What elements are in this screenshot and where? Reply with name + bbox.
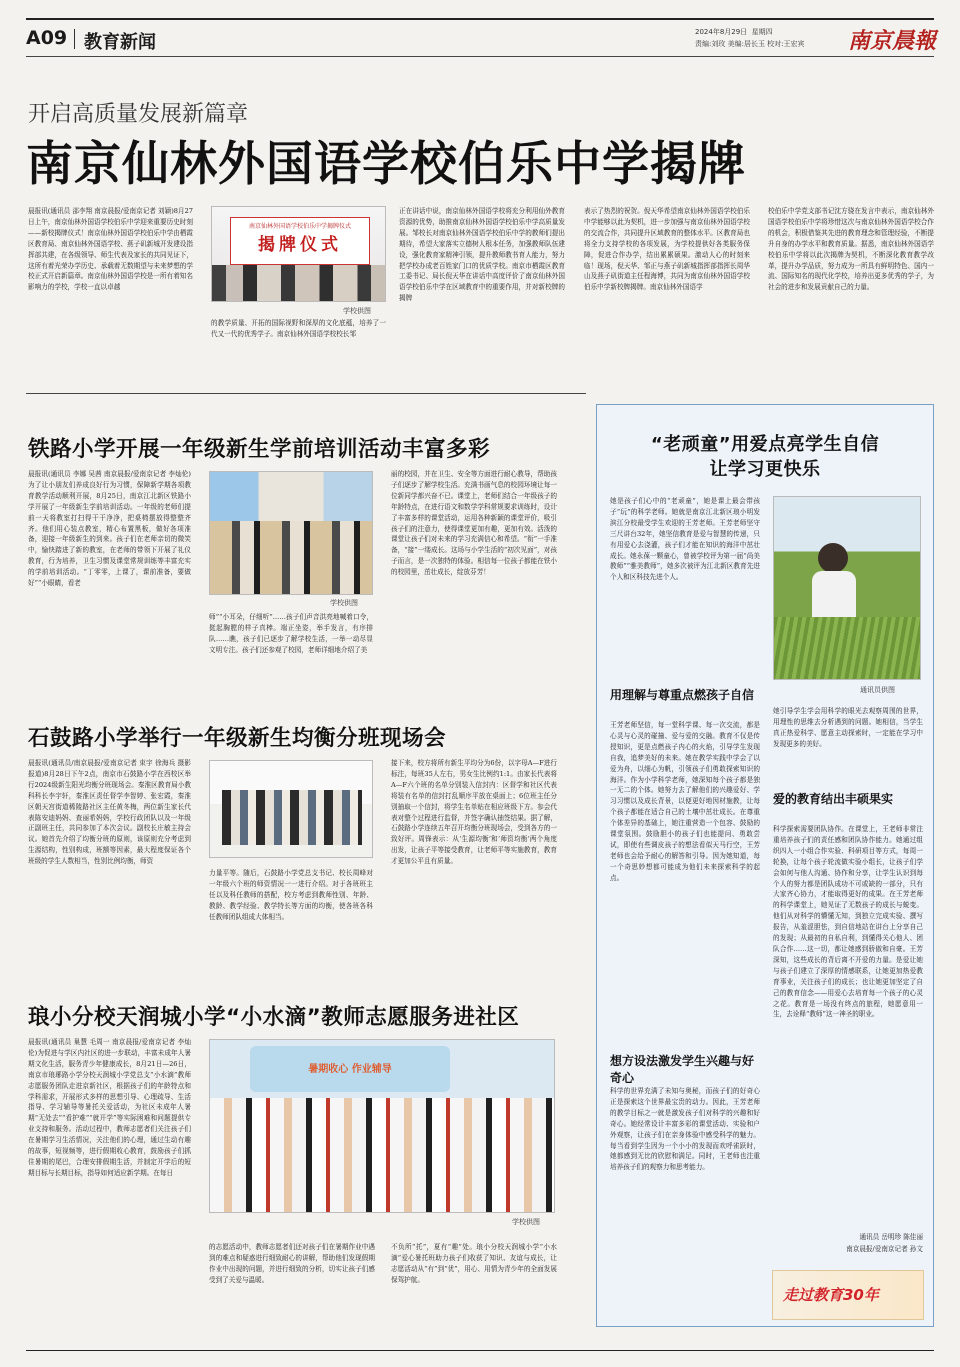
lead-bottom-rule bbox=[26, 393, 586, 394]
sidebar-title-line2: 让学习更快乐 bbox=[709, 459, 821, 480]
lead-kicker: 开启高质量发展新篇章 bbox=[28, 102, 249, 127]
sidebar-section-3: 科学探索需要团队协作。在课堂上，王老师非常注重培养孩子们的责任感和团队协作能力。她通过组织四人一小组合作实验、科研项目等方式，每周一轮换，让每个孩子轮流做实验小组长，让孩子们学会如何与他人沟通、协作和分享，让学生认识到每个人的努力都是团队成功不可或缺的一部分，只有大家齐心协力，才能取得更好的成果。在王芳老师的科学课堂上，她见证了无数孩子的成长与蜕变。他们从对科学的懵懂无知，到独立完成实验、撰写报告，从羞涩胆怯，到自信地站在讲台上分享自己的发现；从最初的自私自利，到懂得关心他人、团队合作……这一切，都让她感到骄傲和自豪。王芳深知，这些成长的背后离不开爱的力量。是爱让她与孩子们建立了深厚的情感联系，让她更加热爱教育事业，关注孩子们的成长；也让她更加坚定了自己的教育信念——用爱心去培育每一个孩子的心灵之花。教育是一场没有终点的旅程，她愿意用一生，去诠释“教师”这一神圣的职业。 bbox=[773, 825, 923, 1019]
classroom-windows bbox=[210, 472, 372, 521]
lead-photo-caption: 学校供图 bbox=[343, 307, 371, 315]
lead-headline: 南京仙林外国语学校伯乐中学揭牌 bbox=[26, 137, 746, 192]
header-rule bbox=[26, 56, 934, 57]
railway-photo-caption: 学校供图 bbox=[330, 599, 358, 607]
lead-col-1: 晨报讯(通讯员 邵李翔 南京晨报/爱南京记者 刘颖)8月27日上午，南京仙林外国语学校伯乐中学迎来重要历史时刻——新校揭牌仪式！南京仙林外国语学校伯乐中学由栖霞区教育局、南京仙林外国语学校、燕子矶新城开发建设指挥部共建，在各级领导、师生代表及家长的共同见证下，这所有着光荣办学历史、承载着无数期望与未来梦想的学校正式开启新篇章。南京仙林外国语学校是一所有着知名影响力的学校，学校一直以卓越 bbox=[28, 207, 193, 292]
shigu-col-2: 力量平等。随后，石鼓路小学党总支书记、校长周峰对一年级六个班的师资情况一一进行介绍。对于各班班主任以及科任教师的搭配，校方考虑到教师性别、年龄、教龄、教学经验、教学特长等方面的均衡，使各班各科任教师团队组成大体相当。 bbox=[209, 869, 373, 921]
sidebar-subhead-1: 用理解与尊重点燃孩子自信 bbox=[610, 688, 755, 702]
shigu-photo bbox=[209, 760, 373, 858]
sidebar-intro: 她是孩子们心中的“老顽童”，她是课上最会带孩子“玩”的科学老师。她就是南京江北新区琅小明发滨江分校最受学生欢迎的王芳老师。王芳老师坚守三尺讲台32年，她坚信教育是爱与智慧的传递，只有用爱心去浇灌，孩子们才能在知识的海洋中茁壮成长。她永葆一颗童心，曾被学校评为第一届“尚美教师”“雅美教师”，她多次被评为江北新区教育先进个人和区科技先进个人。 bbox=[610, 497, 760, 582]
lead-photo bbox=[211, 206, 386, 302]
grass-field bbox=[774, 617, 920, 680]
railway-headline: 铁路小学开展一年级新生学前培训活动丰富多彩 bbox=[28, 437, 491, 462]
lead-col-4: 表示了热烈的祝贺。倪天华希望南京仙林外国语学校伯乐中学能够以此为契机，进一步加强与南京仙林外国语学校的交流合作，共同提升区域教育的整体水平。区教育局也将全力支持学校的各项发展，为学校提供好各类服务保障，促进合作办学，结出累累硕果。激动人心的时刻来临！现场，倪天华、邹正与燕子矶新城指挥部指挥长周华山及燕子矶街道主任程海博，共同为南京仙林外国语学校伯乐中学新校牌揭牌。南京仙林外国语学 bbox=[584, 207, 750, 292]
sidebar-subhead-3: 爱的教育结出丰硕果实 bbox=[773, 792, 894, 806]
meeting-participants bbox=[222, 790, 362, 846]
teacher-photo-caption: 通讯员供图 bbox=[860, 686, 895, 694]
ceremony-backdrop bbox=[230, 217, 370, 265]
langxiao-col-1: 晨报讯(通讯员 巢慧 毛周一 南京晨报/爱南京记者 李灿伦)为促进与学区内社区的进一步联动，丰富未成年人暑期文化生活，服务青少年健康成长，8月21日—26日，南京市琅琊路小学分校天润城小学党总支“小水滴”教师志愿服务团队走进京新社区，根据孩子们的年龄特点和学科需求，开展形式多样的思想引导、心理疏导、生活指导、学习辅导等暑托关爱活动，为社区未成年人暑期“无处去”“看护难”“就开学”等实际困难和问题提供专业支持和服务。活动过程中，教师志愿者们关注孩子们在暑期学习生活情况，关注他们的心理，通过生动有趣的故事，短视频等，进行假期收心教育，鼓励孩子们抓住暑期的尾巴，合理安排假期生活，并制定开学后的短期目标与长期目标，指导如何适应新学期。在每日 bbox=[28, 1038, 191, 1177]
railway-col-2: 师”“小耳朵，仔细听”……孩子们声音洪亮地喊着口令，挺起胸膛的样子真棒。端正坐姿，举手发言，有序排队……瞧，孩子们已逐步了解学校生活，一举一动尽显文明专注。孩子们还参观了校园，老师详细地介绍了美 bbox=[209, 613, 373, 654]
sidebar-section-1: 王芳老师坚信，每一堂科学课、每一次交流，都是心灵与心灵的碰撞、爱与爱的交融。教育不仅是传授知识，更是点燃孩子内心的火焰，引导学生发现自我，追梦美好的未来。她在教学实践中学会了以爱为舟，以细心为帆，引领孩子们勇敢探索知识的海洋。作为小学科学老师，她深知每个孩子都是独一无二的个体。她努力去了解他们的兴趣爱好、学习习惯以及成长背景，以便更好地因材施教，让每个孩子都能在适合自己的土壤中茁壮成长。在尊重个体差异的基础上，她注重营造一个包容、鼓励的课堂氛围。鼓励胆小的孩子们也能提问、勇敢尝试，即使有些调皮孩子的想法看似天马行空，王芳老师也会给予耐心的解答和引导。因为她知道，每一个奇思妙想都可能成为他们未来探索科学的起点。 bbox=[610, 721, 760, 882]
sidebar-section-2: 科学的世界充满了未知与奥秘，而孩子们的好奇心正是探索这个世界最宝贵的动力。因此，王芳老师的教学目标之一就是激发孩子们对科学的兴趣和好奇心。她经常设计丰富多彩的课堂活动、实验和户外观察，让孩子们在亲身体验中感受科学的魅力。每当看到学生因为一个小小的发现而欢呼雀跃时，她都感到无比的欣慰和满足。同时，王老师也注重培养孩子们的观察力和思考能力。 bbox=[610, 1087, 760, 1172]
bottom-rule bbox=[26, 1350, 934, 1351]
lead-col-2: 的教学质量、开拓的国际视野和深厚的文化底蕴，培养了一代又一代的优秀学子。南京仙林外国语学校校长邹 bbox=[211, 319, 386, 338]
backdrop-big-text: 揭牌仪式 bbox=[258, 235, 342, 255]
sidebar-col2-intro: 她引导学生学会用科学的眼光去观察周围的世界，用理性的思维去分析遇到的问题。她相信，当学生真正热爱科学、愿意主动探索时，一定能在学习中发现更多的美好。 bbox=[773, 707, 923, 748]
page-code: A09 bbox=[26, 27, 68, 49]
langxiao-photo bbox=[209, 1039, 555, 1213]
newspaper-logo: 南京晨報 bbox=[848, 28, 937, 54]
shigu-col-3: 接下来，校方将所有新生平均分为6份，以字母A—F进行标注，每班35人左右，男女生比例约1:1。由家长代表将A—F六个班的名单分别装入信封内：区督学和社区代表将装有名单的信封打乱顺序平放在桌面上；6位班主任分别抽取一个信封，将学生名单贴在相应班级下方。参会代表对整个过程进行监督，并签字确认抽签结果。据了解，石鼓路小学连续五年召开均衡分班现场会，受到各方的一致好评。周锋表示：从‘生源均衡’和‘师资均衡’两个角度出发，让孩子平等接受教育，让老师平等实施教育，教育才更加公平且有质量。 bbox=[391, 759, 557, 866]
activity-banner-text: 暑期收心 作业辅导 bbox=[308, 1064, 392, 1075]
sidebar-byline-2: 南京晨报/爱南京记者 孙文 bbox=[846, 1245, 923, 1253]
teacher-photo bbox=[773, 496, 921, 680]
shigu-headline: 石鼓路小学举行一年级新生均衡分班现场会 bbox=[28, 726, 447, 751]
top-rule bbox=[26, 18, 934, 20]
sidebar-byline-1: 通讯员 岳明珍 陈佳丽 bbox=[859, 1233, 923, 1241]
header-divider bbox=[74, 29, 75, 49]
sidebar-title-line1: “老顽童”用爱点亮学生自信 bbox=[650, 434, 880, 455]
railway-col-1: 晨报讯(通讯员 李娜 吴茜 南京晨报/爱南京记者 李灿伦)为了让小朋友们养成良好行为习惯，保障新学期各项教育教学活动顺利开展，8月25日，南京江北新区铁路小学开展了一年级新生学前培训活动。一年级的老师们提前一天将教室打扫得干干净净，把桌椅摆放得整整齐齐。他们用心装点教室，精心布置黑板，做好各项准备，迎接一年级新生的到来。孩子们在老师亲切的微笑中，愉快踏进了新的教室，在老师的带领下开展了礼仪教育，行为培养，卫生习惯及课堂常规训练等丰富充实的学前培训活动。“丁零零，上课了，课前准备，要做好”“小眼睛，看老 bbox=[28, 470, 191, 588]
children-group bbox=[210, 1098, 554, 1213]
activity-banner bbox=[250, 1046, 450, 1092]
header-editors: 责编:刘玫 美编:居长玉 校对:王宏宾 bbox=[695, 40, 805, 48]
langxiao-col-2: 的志愿活动中，教师志愿者们还对孩子们在暑期作业中遇到的难点和疑惑进行细致耐心的讲解，帮助他们发现假期作业中出现的问题，并进行细致的分析，切实让孩子们感受到了关爱与温暖。 bbox=[209, 1243, 375, 1284]
lead-col-3: 正在讲话中说，南京仙林外国语学校将充分利用仙外教育资源的优势，助推南京仙林外国语学校伯乐中学高质量发展。邹校长对南京仙林外国语学校伯乐中学的教师们提出期待，希望大家落实立德树人根本任务，加强教师队伍建设，强化教育家精神引领，提升教师教书育人能力，努力把学校办成老百姓家门口的优质学校。南京市栖霞区教育工委书记、局长倪天华在讲话中高度评价了南京仙林外国语学校伯乐中学在区域教育中的重要作用，并对新校牌的揭牌 bbox=[399, 207, 565, 303]
students-at-desks bbox=[210, 521, 372, 594]
langxiao-photo-caption: 学校供图 bbox=[512, 1218, 540, 1226]
sidebar-subhead-2: 想方设法激发学生兴趣与好奇心 bbox=[610, 1054, 755, 1085]
langxiao-headline: 琅小分校天润城小学“小水滴”教师志愿服务进社区 bbox=[28, 1005, 520, 1030]
header-date: 2024年8月29日 星期四 bbox=[695, 28, 773, 36]
anniversary-ad bbox=[772, 1270, 924, 1320]
railway-photo bbox=[209, 471, 373, 595]
railway-col-3: 丽的校园，并在卫生、安全等方面进行耐心教导，帮助孩子们逐步了解学校生活。充满书画气息的校园环境让每一位新同学都兴奋不已。课堂上，老师们结合一年级孩子的年龄特点，在进行语文和数学学科常规要求训练时，设计了丰富多样的课堂活动，运用各种新颖的课堂评价，吸引孩子们的注意力，使得课堂更加有趣，更加有效。活泼的课堂让孩子们对未来的学习充满信心和希望。“衔”一手准备，“接”一缕成长。这场与小学生活的“初次见面”，对孩子而言，是一次独特的体验。相信每一位孩子都能在铁小的校园里，茁壮成长，绽放芬芳！ bbox=[391, 470, 557, 577]
teacher-head bbox=[818, 543, 848, 573]
backdrop-banner: 南京仙林外国语学校伯乐中学揭牌仪式 bbox=[248, 223, 351, 230]
shigu-col-1: 晨报讯(通讯员/南京晨报/爱南京记者 束宇 徐海兵 摄影报道)8月28日下午2点，南京市石鼓路小学在西校区举行2024级新生阳光均衡分班现场会。秦淮区教育局小教科科长李宇轩，秦淮区责任督学李智婷、张宏霞，秦淮区朝天宫街道稀陵路社区主任黄冬梅，两位新生家长代表陈安迪妈妈、查丽希妈妈，学校行政团队以及一年级正副班主任，共同参加了本次会议。副校长庄敏主持会议。她首先介绍了均衡分班的原则，该原则充分考虑到生源结构，性别构成，班额等因素，最大程度保证各个班级的学生人数相当，性别比例均衡，师资 bbox=[28, 759, 191, 866]
lead-col-5: 校伯乐中学党支部书记沈方骁在发言中表示，南京仙林外国语学校伯乐中学将珍惜这次与南京仙林外国语学校合作的机会，积极借鉴其先进的教育理念和管理经验，不断提升自身的办学水平和教育质量。据悉，南京仙林外国语学校伯乐中学将以此次揭牌为契机，不断深化教育教学改革，提升办学品质，努力成为一所具有鲜明特色、国内一流、国际知名的现代化学校，培养出更多优秀的学子，为社会的进步和发展贡献自己的力量。 bbox=[768, 207, 934, 292]
section-title: 教育新闻 bbox=[84, 32, 156, 53]
langxiao-col-3: 不负所“托”，夏有“趣”处。琅小分校天润城小学“小水滴”爱心暑托班助力孩子们收获了知识、友谊与成长，让志愿活动从“有”到“优”，用心、用情为青少年的全面发展保驾护航。 bbox=[391, 1243, 557, 1284]
people-on-stage bbox=[212, 265, 385, 301]
anniversary-ad-text: 走过教育30年 bbox=[783, 1286, 879, 1304]
